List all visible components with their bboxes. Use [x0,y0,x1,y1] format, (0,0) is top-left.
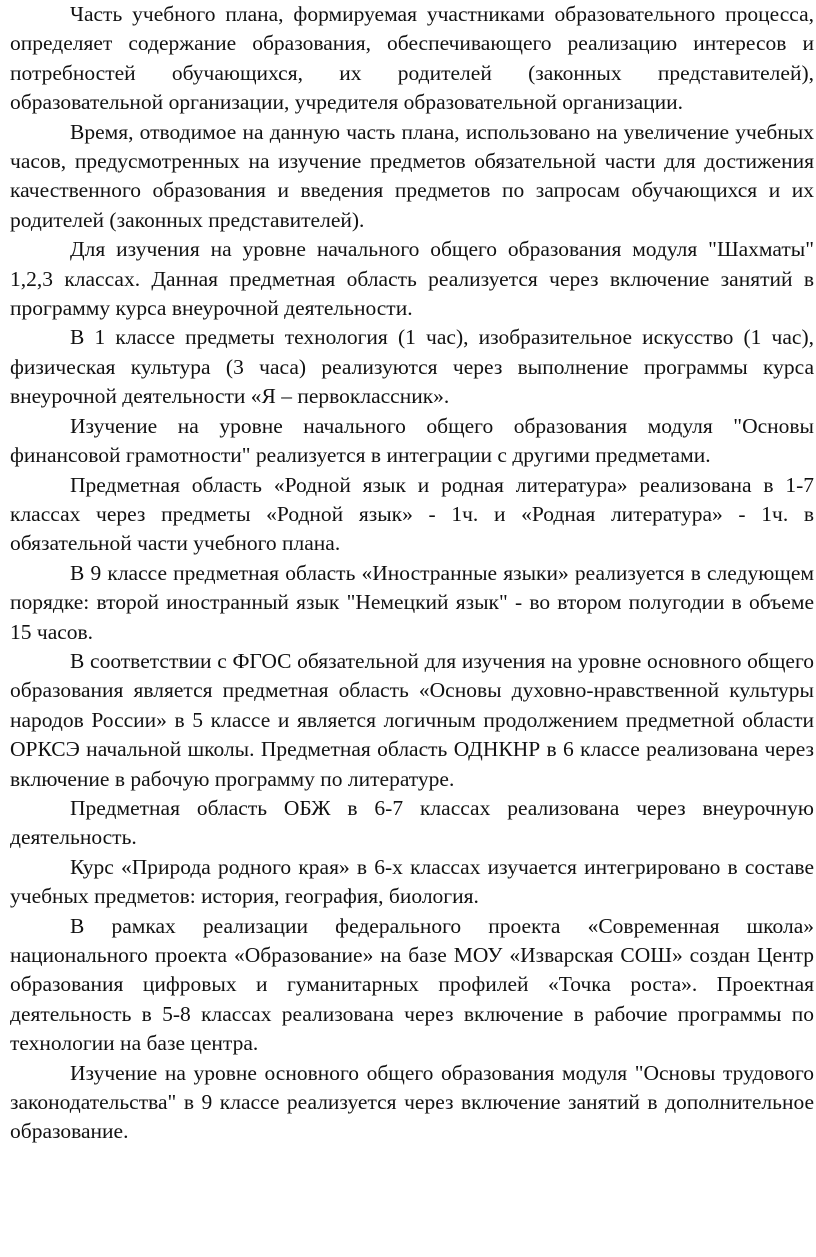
paragraph-chess-module: Для изучения на уровне начального общего образования модуля "Шахматы" 1,2,3 классах. Данная предметная область реализуется через включение занятий в программу курса внеурочной деятельности. [10,237,814,321]
paragraph-first-grade: В 1 классе предметы технология (1 час), изобразительное искусство (1 час), физическая культура (3 часа) реализуются через выполнение программы курса внеурочной деятельности «Я – первоклассник». [10,325,814,409]
paragraph-growth-point: В рамках реализации федерального проекта «Современная школа» национального проекта «Образование» на базе МОУ «Изварская СОШ» создан Центр образования цифровых и гуманитарных профилей «Точка роста». Проектная деятельность в 5-8 классах реализована через включение в рабочие программы по технологии на базе центра. [10,913,814,1056]
paragraph-time-allocation: Время, отводимое на данную часть плана, использовано на увеличение учебных часов, предусмотренных на изучение предметов обязательной части для достижения качественного образования и введения предметов по запросам обучающихся и их родителей (законных представителей). [10,119,814,232]
paragraph-foreign-languages: В 9 классе предметная область «Иностранные языки» реализуется в следующем порядке: второй иностранный язык "Немецкий язык" - во втором полугодии в объеме 15 часов. [10,560,814,644]
paragraph-odnknr: В соответствии с ФГОС обязательной для изучения на уровне основного общего образования является предметная область «Основы духовно-нравственной культуры народов России» в 5 классе и является логичным продолжением предметной области ОРКСЭ начальной школы. Предметная область ОДНКНР в 6 классе реализована через включение в рабочую программу по литературе. [10,648,814,791]
paragraph-native-language: Предметная область «Родной язык и родная литература» реализована в 1-7 классах через предметы «Родной язык» - 1ч. и «Родная литература» - 1ч. в обязательной части учебного плана. [10,472,814,556]
paragraph-nature-course: Курс «Природа родного края» в 6-х классах изучается интегрировано в составе учебных предметов: история, география, биология. [10,854,814,909]
paragraph-obzh: Предметная область ОБЖ в 6-7 классах реализована через внеурочную деятельность. [10,795,814,850]
document-page [10,0,814,1147]
paragraph-part-of-curriculum: Часть учебного плана, формируемая участниками образовательного процесса, определяет содержание образования, обеспечивающего реализацию интересов и потребностей обучающихся, их родителей (законных представителей), образовательной организации, учредителя образовательной организации. [10,2,814,115]
paragraph-financial-literacy: Изучение на уровне начального общего образования модуля "Основы финансовой грамотности" реализуется в интеграции с другими предметами. [10,413,814,468]
paragraph-labor-law: Изучение на уровне основного общего образования модуля "Основы трудового законодательства" в 9 классе реализуется через включение занятий в дополнительное образование. [10,1060,814,1144]
